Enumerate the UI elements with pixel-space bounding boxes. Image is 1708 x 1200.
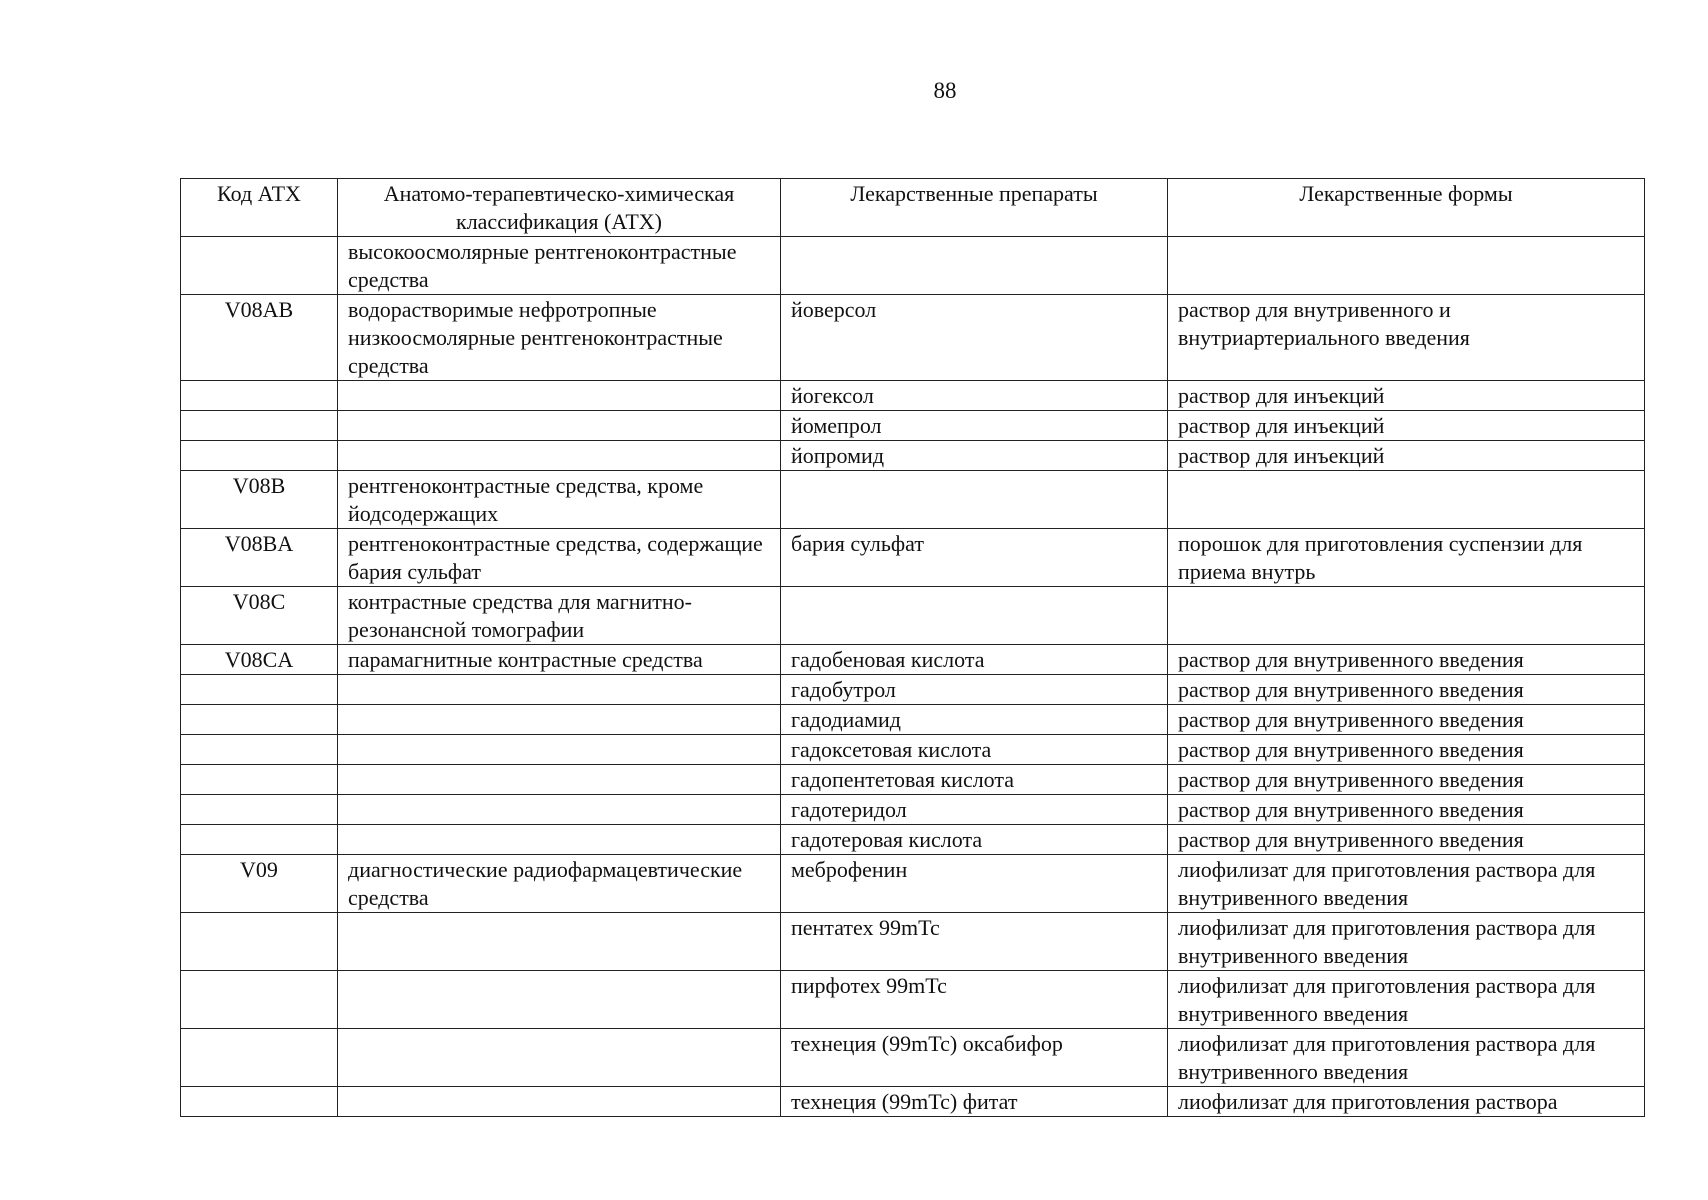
cell-atx-classification [338, 411, 781, 441]
cell-dosage-form [1168, 587, 1645, 645]
cell-atx-classification [338, 675, 781, 705]
table-row [181, 411, 1645, 441]
cell-atx-code: V08B [181, 471, 338, 529]
cell-medicine: гадобеновая кислота [781, 645, 1168, 675]
cell-atx-classification [338, 795, 781, 825]
cell-medicine: технеция (99mTc) фитат [781, 1087, 1168, 1117]
cell-atx-code [181, 735, 338, 765]
cell-medicine: пирфотех 99mTc [781, 971, 1168, 1029]
table-row [181, 471, 1645, 529]
cell-medicine: гадодиамид [781, 705, 1168, 735]
cell-medicine: йоверсол [781, 295, 1168, 381]
cell-atx-code [181, 765, 338, 795]
header-atx-code: Код АТХ [181, 179, 338, 237]
cell-medicine: гадотеровая кислота [781, 825, 1168, 855]
cell-dosage-form [1168, 237, 1645, 295]
cell-medicine: пентатех 99mTc [781, 913, 1168, 971]
table-row [181, 587, 1645, 645]
cell-atx-code: V08AB [181, 295, 338, 381]
cell-atx-classification: парамагнитные контрастные средства [338, 645, 781, 675]
cell-dosage-form: лиофилизат для приготовления раствора для внутривенного введения [1168, 913, 1645, 971]
cell-atx-code: V08C [181, 587, 338, 645]
cell-dosage-form: раствор для внутривенного введения [1168, 675, 1645, 705]
cell-medicine: меброфенин [781, 855, 1168, 913]
cell-medicine [781, 237, 1168, 295]
cell-atx-code [181, 411, 338, 441]
header-medicines: Лекарственные препараты [781, 179, 1168, 237]
table-row [181, 735, 1645, 765]
cell-medicine [781, 587, 1168, 645]
cell-atx-code [181, 825, 338, 855]
cell-atx-code [181, 971, 338, 1029]
cell-atx-code [181, 381, 338, 411]
cell-atx-classification: контрастные средства для магнитно-резонансной томографии [338, 587, 781, 645]
table-row [181, 705, 1645, 735]
cell-atx-classification: диагностические радиофармацевтические средства [338, 855, 781, 913]
cell-medicine: бария сульфат [781, 529, 1168, 587]
cell-dosage-form: раствор для инъекций [1168, 411, 1645, 441]
cell-dosage-form: раствор для внутривенного и внутриартериального введения [1168, 295, 1645, 381]
cell-medicine: гадопентетовая кислота [781, 765, 1168, 795]
cell-dosage-form [1168, 471, 1645, 529]
cell-medicine: йомепрол [781, 411, 1168, 441]
cell-dosage-form: раствор для инъекций [1168, 441, 1645, 471]
cell-dosage-form: лиофилизат для приготовления раствора для внутривенного введения [1168, 855, 1645, 913]
cell-atx-classification [338, 735, 781, 765]
cell-dosage-form: лиофилизат для приготовления раствора для внутривенного введения [1168, 971, 1645, 1029]
table-row [181, 381, 1645, 411]
table-row [181, 441, 1645, 471]
cell-atx-classification: рентгеноконтрастные средства, кроме йодсодержащих [338, 471, 781, 529]
cell-dosage-form: порошок для приготовления суспензии для приема внутрь [1168, 529, 1645, 587]
table-row [181, 1087, 1645, 1117]
cell-dosage-form: раствор для внутривенного введения [1168, 765, 1645, 795]
cell-atx-classification: рентгеноконтрастные средства, содержащие бария сульфат [338, 529, 781, 587]
cell-medicine [781, 471, 1168, 529]
table-row [181, 529, 1645, 587]
cell-atx-classification [338, 765, 781, 795]
cell-atx-code [181, 1029, 338, 1087]
cell-medicine: гадоксетовая кислота [781, 735, 1168, 765]
header-dosage-forms: Лекарственные формы [1168, 179, 1645, 237]
cell-atx-code [181, 441, 338, 471]
table-row [181, 765, 1645, 795]
cell-dosage-form: раствор для внутривенного введения [1168, 825, 1645, 855]
cell-dosage-form: раствор для внутривенного введения [1168, 795, 1645, 825]
cell-medicine: йогексол [781, 381, 1168, 411]
table-row [181, 645, 1645, 675]
cell-dosage-form: раствор для внутривенного введения [1168, 645, 1645, 675]
cell-atx-code [181, 675, 338, 705]
cell-atx-code [181, 1087, 338, 1117]
table-row [181, 825, 1645, 855]
cell-atx-classification [338, 381, 781, 411]
cell-atx-code [181, 237, 338, 295]
cell-atx-classification [338, 971, 781, 1029]
table-row [181, 855, 1645, 913]
cell-medicine: технеция (99mTc) оксабифор [781, 1029, 1168, 1087]
cell-atx-classification [338, 913, 781, 971]
cell-atx-classification [338, 825, 781, 855]
cell-dosage-form: лиофилизат для приготовления раствора [1168, 1087, 1645, 1117]
table-row [181, 913, 1645, 971]
cell-atx-code: V09 [181, 855, 338, 913]
header-atx-classification: Анатомо-терапевтическо-химическая классификация (АТХ) [338, 179, 781, 237]
cell-atx-code: V08CA [181, 645, 338, 675]
cell-dosage-form: лиофилизат для приготовления раствора для внутривенного введения [1168, 1029, 1645, 1087]
table-row [181, 971, 1645, 1029]
page-number: 88 [933, 78, 957, 103]
cell-atx-code [181, 795, 338, 825]
cell-atx-classification [338, 1087, 781, 1117]
cell-dosage-form: раствор для инъекций [1168, 381, 1645, 411]
cell-atx-code: V08BA [181, 529, 338, 587]
cell-atx-classification: высокоосмолярные рентгеноконтрастные средства [338, 237, 781, 295]
cell-atx-code [181, 705, 338, 735]
cell-atx-code [181, 913, 338, 971]
cell-medicine: гадотеридол [781, 795, 1168, 825]
cell-medicine: йопромид [781, 441, 1168, 471]
table-row [181, 1029, 1645, 1087]
table-body [181, 237, 1645, 1117]
cell-dosage-form: раствор для внутривенного введения [1168, 705, 1645, 735]
cell-atx-classification [338, 705, 781, 735]
cell-dosage-form: раствор для внутривенного введения [1168, 735, 1645, 765]
table-header-row [181, 179, 1645, 237]
cell-atx-classification: водорастворимые нефротропные низкоосмолярные рентгеноконтрастные средства [338, 295, 781, 381]
table-row [181, 675, 1645, 705]
cell-medicine: гадобутрол [781, 675, 1168, 705]
cell-atx-classification [338, 441, 781, 471]
table-row [181, 795, 1645, 825]
table-row [181, 295, 1645, 381]
table-row [181, 237, 1645, 295]
cell-atx-classification [338, 1029, 781, 1087]
atx-table [180, 178, 1645, 1117]
